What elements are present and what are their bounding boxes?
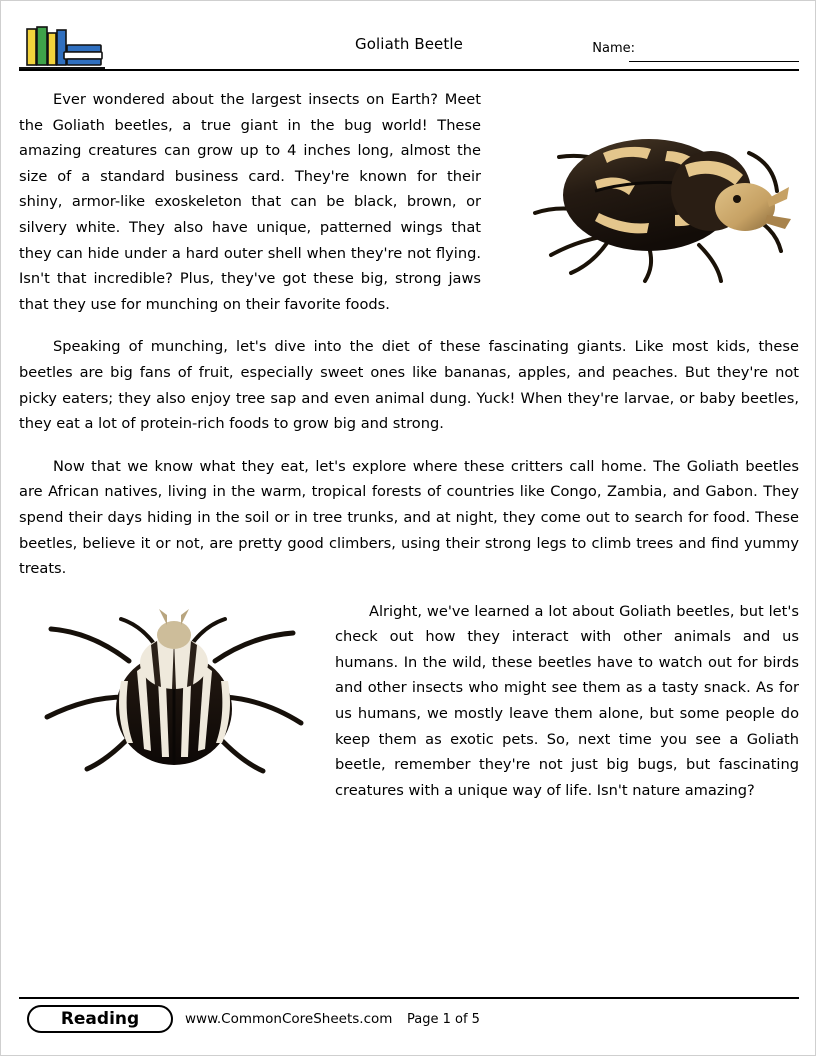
- paragraph-2: Speaking of munching, let's dive into the diet of these fascinating giants. Like most kids, these beetles are big fans of fruit, especially sweet ones like bananas, apples, and peaches. But they're not picky eaters; they also enjoy tree sap and even animal dung. Yuck! When they're larvae, or baby beetles, they eat a lot of protein-rich foods to grow big and strong.: [19, 338, 799, 433]
- article-body: [19, 87, 799, 803]
- page-title: Goliath Beetle: [355, 35, 463, 53]
- page-footer: [19, 1005, 799, 1045]
- paragraph-3: Now that we know what they eat, let's explore where these critters call home. The Goliath beetles are African natives, living in the warm, tropical forests of countries like Congo, Zambia, and Gabon. They spend their days hiding in the soil or in tree trunks, and at night, they come out to search for food. These beetles, believe it or not, are pretty good climbers, using their strong legs to climb trees and find yummy treats.: [19, 457, 799, 578]
- header-divider: [19, 69, 799, 71]
- subject-badge: [27, 1005, 173, 1033]
- name-label: Name:: [592, 41, 635, 56]
- goliath-beetle-side-photo: [499, 95, 799, 300]
- site-url[interactable]: www.CommonCoreSheets.com: [185, 1011, 393, 1027]
- page-header: [19, 17, 799, 69]
- goliath-beetle-top-photo: [29, 605, 319, 795]
- name-write-line[interactable]: [629, 61, 799, 62]
- footer-divider: [19, 997, 799, 999]
- page-number: Page 1 of 5: [407, 1012, 480, 1027]
- paragraph-1: Ever wondered about the largest insects on Earth? Meet the Goliath beetles, a true giant in the bug world! These amazing creatures can grow up to 4 inches long, almost the size of a standard business card. They're known for their shiny, armor-like exoskeleton that can be black, brown, or silvery white. They also have unique, patterned wings that they can hide under a hard outer shell when they're not flying. Isn't that incredible? Plus, they've got these big, strong jaws that they use for munching on their favorite foods.: [19, 91, 481, 313]
- subject-badge-label: Reading: [60, 1009, 140, 1029]
- paragraph-4: Alright, we've learned a lot about Goliath beetles, but let's check out how they interact with other animals and us humans. In the wild, these beetles have to watch out for birds and other insects who might see them as a tasty snack. As for us humans, we mostly leave them alone, but some people do keep them as exotic pets. So, next time you see a Goliath beetle, remember they're not just big bugs, but fascinating creatures with a unique way of life. Isn't nature amazing?: [335, 602, 799, 799]
